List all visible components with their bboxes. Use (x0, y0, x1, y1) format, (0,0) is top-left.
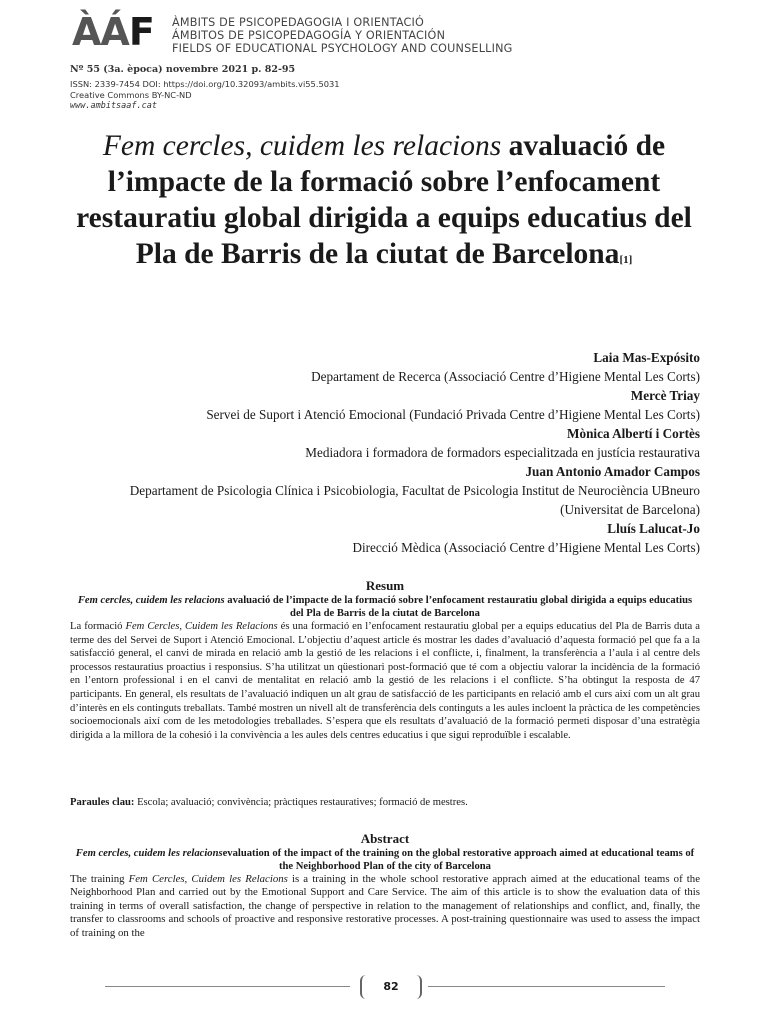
author-affiliation: Departament de Psicologia Clínica i Psicobiologia, Facultat de Psicologia Institut de Neurociència UBneuro (Universitat de Barcelona) (129, 483, 700, 517)
website: www.ambitsaaf.cat (70, 101, 157, 111)
abstract-subtitle: Fem cercles, cuidem les relacionsevaluation of the impact of the training on the global restorative approach aimed at educational teams of the Neighborhood Plan of the city of Barcelona (75, 848, 695, 872)
author-affiliation: Departament de Recerca (Associació Centre d’Higiene Mental Les Corts) (311, 369, 700, 384)
journal-name-es: ÁMBITOS DE PSICOPEDAGOGÍA Y ORIENTACIÓN (172, 29, 446, 42)
page-number: 82 (360, 975, 422, 999)
issn-doi: ISSN: 2339-7454 DOI: https://doi.org/10.32093/ambits.vi55.5031 (70, 79, 340, 89)
abstract-section (70, 831, 700, 940)
publication-meta (70, 64, 340, 111)
keywords-text: Escola; avaluació; convivència; pràctiques restauratives; formació de mestres. (134, 797, 468, 808)
resum-subtitle: Fem cercles, cuidem les relacions avaluació de l’impacte de la formació sobre l’enfocament restauratiu global dirigida a equips educatius del Pla de Barris de la ciutat de Barcelona (77, 595, 693, 619)
author-list (60, 348, 700, 557)
author-name: Laia Mas-Expósito (593, 350, 700, 365)
keywords (70, 796, 700, 810)
resum-body: La formació Fem Cercles, Cuidem les Relacions és una formació en l’enfocament restauratiu global per a equips educatius del Pla de Barris duta a terme des del Servei de Suport i Atenció Emocional. L’objectiu d’aquest article és mostrar les dades d’avaluació d’aquesta formació pel que fa a la satisfacció general, el canvi de mirada en relació amb la gestió de les relacions i el conflicte, i, finalment, la transferència a l’aula i al centre dels processos restauratius proactius i responsius. S’ha utilitzat un qüestionari post-formació que té com a objectiu valorar la incidència de la formació en l’entorn professional i en el canvi de mentalitat en relació amb la gestió de les relacions i el conflicte. S’ha obtingut la resposta de 47 participants. En general, els resultats de l’avaluació indiquen un alt grau de satisfacció de les participants en relació amb el curs així com un alt grau d’interès en els continguts treballats. També mostren un nivell alt de transferència dels continguts a les aules incloent la pràctica de les competències socioemocionals així com de les metodologies treballades. S’espera que els resultats d’avaluació de la formació permeti disposar d’una estratègia dirigida a la millora de la cohesió i la convivència a les aules dels centres educatius i que sigui reproduïble i escalable. (70, 621, 700, 741)
issue-line: Nº 55 (3a. època) novembre 2021 p. 82-95 (70, 64, 296, 75)
journal-name-en: FIELDS OF EDUCATIONAL PSYCHOLOGY AND COUNSELLING (172, 42, 513, 55)
keywords-label: Paraules clau: (70, 797, 135, 808)
author-name: Mercè Triay (630, 388, 700, 403)
author-name: Juan Antonio Amador Campos (525, 464, 700, 479)
license: Creative Commons BY-NC-ND (70, 90, 192, 100)
journal-name-ca: ÀMBITS DE PSICOPEDAGOGIA I ORIENTACIÓ (172, 16, 425, 29)
author-name: Lluís Lalucat-Jo (607, 521, 700, 536)
journal-logo: ÀÁF (72, 10, 154, 54)
page-footer (105, 972, 665, 1002)
author-affiliation: Mediadora i formadora de formadors especialitzada en justícia restaurativa (305, 445, 700, 460)
footer-rule-left (105, 986, 350, 987)
resum-section (70, 578, 700, 742)
author-name: Mònica Albertí i Cortès (567, 426, 700, 441)
author-affiliation: Direcció Mèdica (Associació Centre d’Higiene Mental Les Corts) (352, 540, 700, 555)
author-affiliation: Servei de Suport i Atenció Emocional (Fundació Privada Centre d’Higiene Mental Les Corts) (206, 407, 700, 422)
footer-rule-right (428, 986, 665, 987)
journal-header (72, 10, 692, 60)
abstract-heading: Abstract (360, 831, 410, 846)
footnote-ref[interactable]: [1] (619, 254, 633, 266)
journal-names (172, 16, 513, 55)
abstract-body: The training Fem Cercles, Cuidem les Relacions is a training in the whole school restorative apprach aimed at the educational teams of the Neighborhood Plan and carried out by the Emotional Support and Care Service. The aim of this article is to show the evaluation data of this training in terms of overall satisfaction, the change of perspective in relation to the management of relationships and conflict, and, finally, the transfer to classrooms and schools of proactive and responsive restorative processes. A post-training questionnaire was used to assess the impact of training on the (70, 873, 700, 939)
resum-heading: Resum (365, 578, 405, 593)
article-title: Fem cercles, cuidem les relacions avaluació de l’impacte de la formació sobre l’enfocament restauratiu global dirigida a equips educatius del Pla de Barris de la ciutat de Barcelona[1] (76, 130, 692, 270)
